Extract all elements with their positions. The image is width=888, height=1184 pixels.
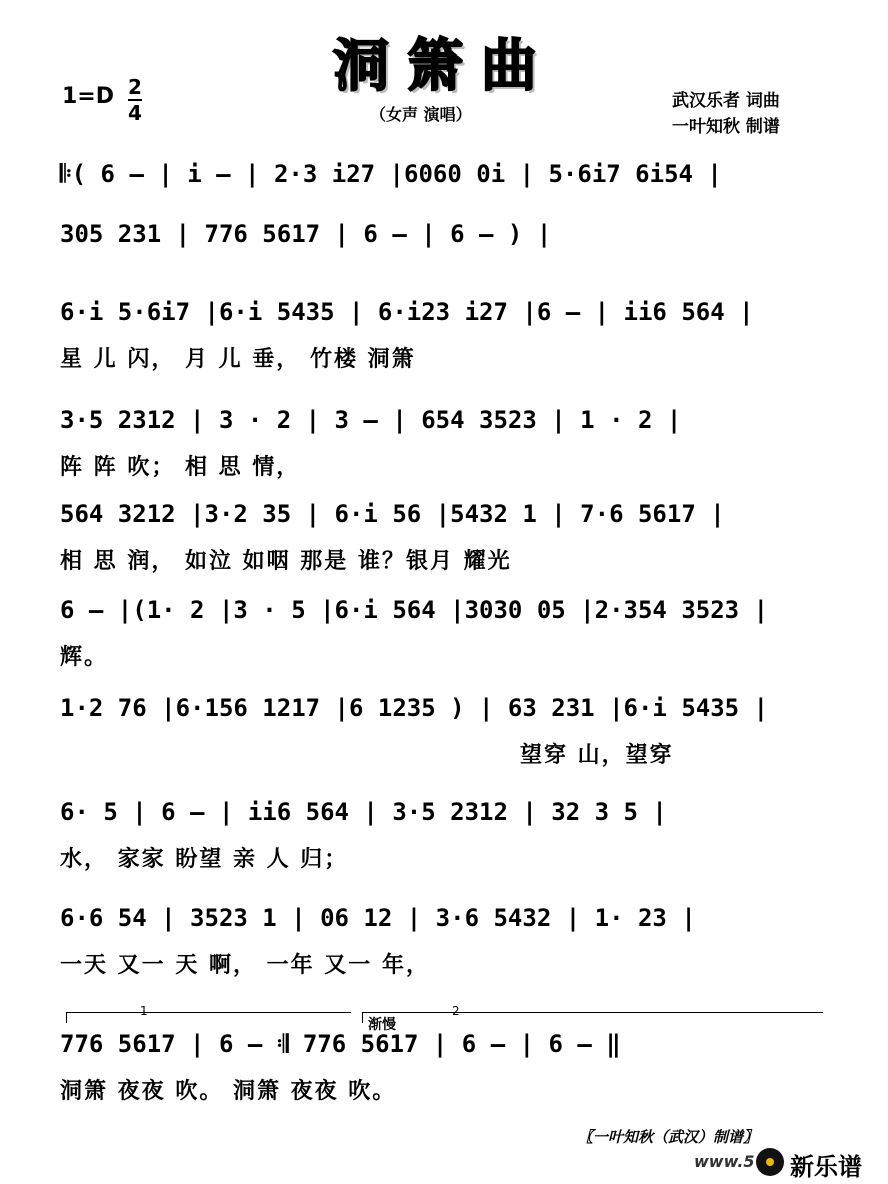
lyric-line: 辉。 [60,644,109,670]
notation-line: 6 – |(1· 2 |3 · 5 |6·i 564 |3030 05 |2·354 3523 | [60,596,769,624]
notation-line: 1·2 76 |6·156 1217 |6 1235 ) | 63 231 |6·i 5435 | [60,694,769,722]
time-signature-top: 2 [128,75,142,99]
lyric-line: 洞箫 夜夜 吹。 洞箫 夜夜 吹。 [60,1078,397,1104]
credit-notation: 一叶知秋 制谱 [672,117,780,137]
score-system-7 [0,694,888,768]
notation-line: 564 3212 |3·2 35 | 6·i 56 |5432 1 | 7·6 5617 | [60,500,725,528]
score-system-8 [0,798,888,872]
score-system-1 [0,160,888,220]
site-url: www.5 [694,1152,755,1171]
second-ending-bracket [362,1012,823,1023]
first-ending-number: 1 [140,1004,148,1018]
credits [672,88,780,140]
tempo-mark: 渐慢 [368,1017,396,1033]
score-system-5 [0,500,888,574]
lyric-line: 望穿 山，望穿 [520,742,674,768]
page-title: 洞箫曲 [333,33,555,99]
credit-lyrics-music: 武汉乐者 词曲 [672,91,780,111]
lyric-line: 阵 阵 吹； 相 思 情， [60,454,301,480]
notation-line: 6· 5 | 6 – | ii6 564 | 3·5 2312 | 32 3 5 | [60,798,667,826]
score-system-2 [0,220,888,280]
score-system-10 [0,1030,888,1104]
notation-line: 𝄆( 6 – | i – | 2·3 i27 |6060 0i | 5·6i7 6i54 | [60,160,722,188]
notation-line: 305 231 | 776 5617 | 6 – | 6 – ) | [60,220,552,248]
score-system-3 [0,298,888,372]
lyric-line: 星 儿 闪， 月 儿 垂， 竹楼 洞箫 [60,346,416,372]
lyric-line: 一天 又一 天 啊， 一年 又一 年， [60,952,430,978]
performer-note: （女声 演唱） [370,105,472,124]
time-signature-bottom: 4 [128,101,142,125]
footer-credit: 〖一叶知秋（武汉）制谱〗 [578,1128,759,1146]
lyric-line: 相 思 润， 如泣 如咽 那是 谁？银月 耀光 [60,548,512,574]
record-icon [756,1148,784,1176]
site-logo [756,1146,876,1181]
key-signature: 1=D [62,84,115,109]
notation-line: 776 5617 | 6 – 𝄇 776 5617 | 6 – | 6 – ‖ [60,1030,621,1058]
notation-line: 6·i 5·6i7 |6·i 5435 | 6·i23 i27 |6 – | ii6 564 | [60,298,754,326]
score-system-9 [0,904,888,978]
second-ending-number: 2 [452,1004,460,1018]
score-system-6 [0,596,888,670]
lyric-line: 水， 家家 盼望 亲 人 归； [60,846,349,872]
first-ending-bracket [66,1012,351,1023]
notation-line: 3·5 2312 | 3 · 2 | 3 – | 654 3523 | 1 · 2 | [60,406,682,434]
time-signature [128,76,142,124]
notation-line: 6·6 54 | 3523 1 | 06 12 | 3·6 5432 | 1· 23 | [60,904,696,932]
logo-text: 新乐谱 [790,1153,862,1181]
score-system-4 [0,406,888,480]
